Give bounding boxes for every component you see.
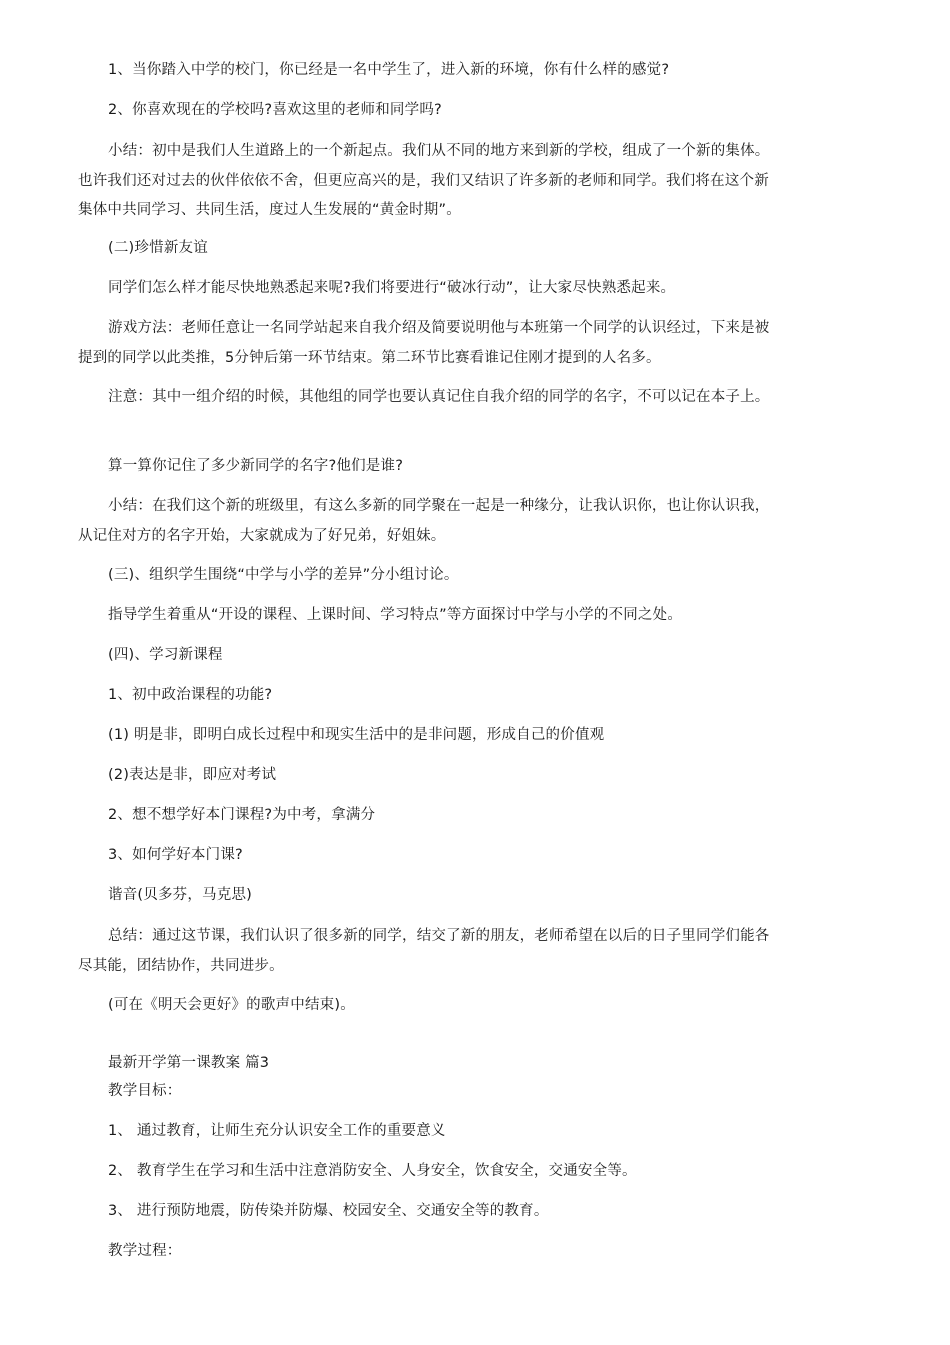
objective-item-3: 3、 进行预防地震，防传染并防爆、校园安全、交通安全等的教育。 bbox=[108, 1203, 549, 1219]
paragraph-icebreak: 同学们怎么样才能尽快地熟悉起来呢?我们将要进行“破冰行动”，让大家尽快熟悉起来。 bbox=[108, 280, 676, 296]
section-title: 最新开学第一课教案 篇3 bbox=[108, 1055, 270, 1071]
paragraph-note: 注意：其中一组介绍的时候，其他组的同学也要认真记住自我介绍的同学的名字，不可以记在本子上。 bbox=[108, 389, 770, 405]
objectives-label: 教学目标： bbox=[108, 1083, 182, 1099]
paragraph-course-function: 1、初中政治课程的功能? bbox=[108, 687, 273, 703]
paragraph-heading-2: (二)珍惜新友谊 bbox=[108, 240, 208, 256]
paragraph-homophone: 谐音(贝多芬，马克思) bbox=[108, 887, 253, 903]
paragraph-heading-4: (四)、学习新课程 bbox=[108, 647, 223, 663]
objective-item-2: 2、 教育学生在学习和生活中注意消防安全、人身安全，饮食安全，交通安全等。 bbox=[108, 1163, 637, 1179]
paragraph-summary-2: 小结：在我们这个新的班级里，有这么多新的同学聚在一起是一种缘分，让我认识你，也让你认识我，从记住对方的名字开始，大家就成为了好兄弟，好姐妹。 bbox=[78, 498, 770, 544]
paragraph-summary-1: 小结：初中是我们人生道路上的一个新起点。我们从不同的地方来到新的学校，组成了一个新的集体。也许我们还对过去的伙伴依依不舍，但更应高兴的是，我们又结识了许多新的老师和同学。我们将在这个新集体中共同学习、共同生活，度过人生发展的“黄金时期”。 bbox=[78, 143, 770, 218]
paragraph-question-2: 2、你喜欢现在的学校吗?喜欢这里的老师和同学吗? bbox=[108, 102, 442, 118]
paragraph-count-names: 算一算你记住了多少新同学的名字?他们是谁? bbox=[108, 458, 404, 474]
paragraph-want-learn: 2、想不想学好本门课程?为中考，拿满分 bbox=[108, 807, 376, 823]
paragraph-game-method: 游戏方法：老师任意让一名同学站起来自我介绍及简要说明他与本班第一个同学的认识经过，下来是被提到的同学以此类推，5分钟后第一环节结束。第二环节比赛看谁记住刚才提到的人名多。 bbox=[78, 320, 770, 366]
paragraph-how-learn: 3、如何学好本门课? bbox=[108, 847, 243, 863]
paragraph-conclusion: 总结：通过这节课，我们认识了很多新的同学，结交了新的朋友，老师希望在以后的日子里同学们能各尽其能，团结协作，共同进步。 bbox=[78, 928, 770, 974]
paragraph-ending: (可在《明天会更好》的歌声中结束)。 bbox=[108, 997, 355, 1013]
objective-item-1: 1、 通过教育，让师生充分认识安全工作的重要意义 bbox=[108, 1123, 446, 1139]
paragraph-function-1: (1) 明是非，即明白成长过程中和现实生活中的是非问题，形成自己的价值观 bbox=[108, 727, 605, 743]
paragraph-question-1: 1、当你踏入中学的校门，你已经是一名中学生了，进入新的环境，你有什么样的感觉? bbox=[108, 62, 670, 78]
paragraph-guide: 指导学生着重从“开设的课程、上课时间、学习特点”等方面探讨中学与小学的不同之处。 bbox=[108, 607, 683, 623]
paragraph-heading-3: (三)、组织学生围绕“中学与小学的差异”分小组讨论。 bbox=[108, 567, 459, 583]
process-label: 教学过程： bbox=[108, 1243, 182, 1259]
paragraph-function-2: (2)表达是非，即应对考试 bbox=[108, 767, 277, 783]
